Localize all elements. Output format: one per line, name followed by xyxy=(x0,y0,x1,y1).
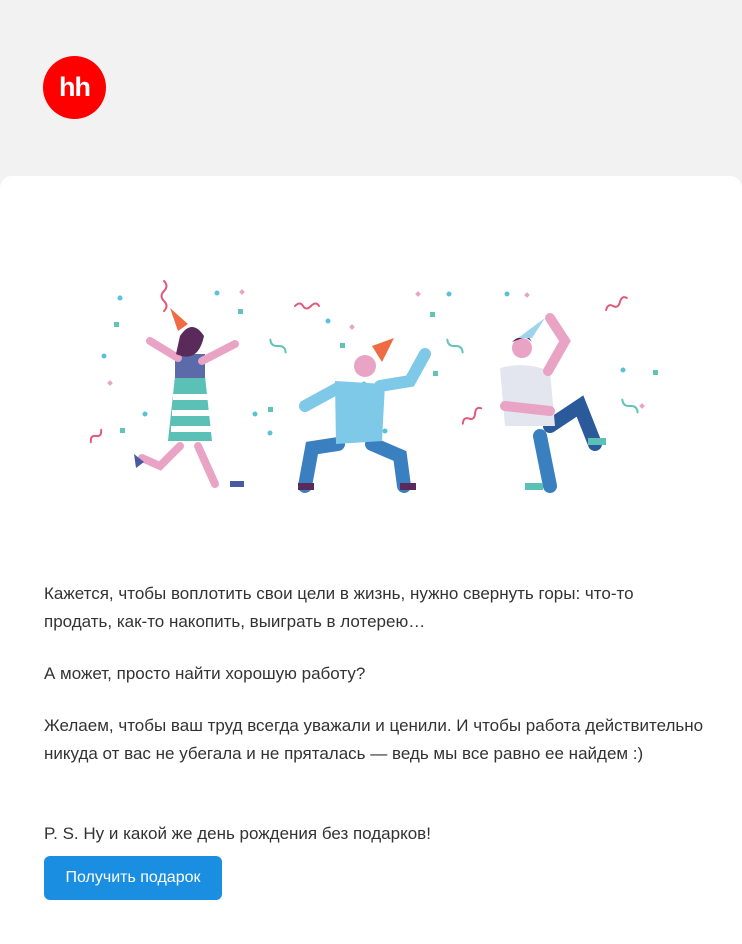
person-man-right xyxy=(500,318,606,490)
get-gift-button[interactable]: Получить подарок xyxy=(44,856,222,900)
message-paragraph-2: А может, просто найти хорошую работу? xyxy=(44,664,366,683)
person-man-center xyxy=(298,338,425,490)
message-paragraph-4: P. S. Ну и какой же день рождения без подарков! xyxy=(44,824,431,843)
logo-text: hh xyxy=(59,72,90,102)
party-people-illustration xyxy=(80,276,660,526)
message-paragraph-1: Кажется, чтобы воплотить свои цели в жизнь, нужно свернуть горы: что-то продать, как-то накопить, выиграть в лотерею… xyxy=(44,584,634,631)
email-header xyxy=(0,0,742,176)
message-paragraph-3: Желаем, чтобы ваш труд всегда уважали и ценили. И чтобы работа действительно никуда от вас не убегала и не пряталась — ведь мы все равно ее найдем :) xyxy=(44,716,704,763)
hh-logo-icon[interactable] xyxy=(43,56,106,119)
email-card xyxy=(0,176,742,944)
person-woman xyxy=(134,308,244,487)
